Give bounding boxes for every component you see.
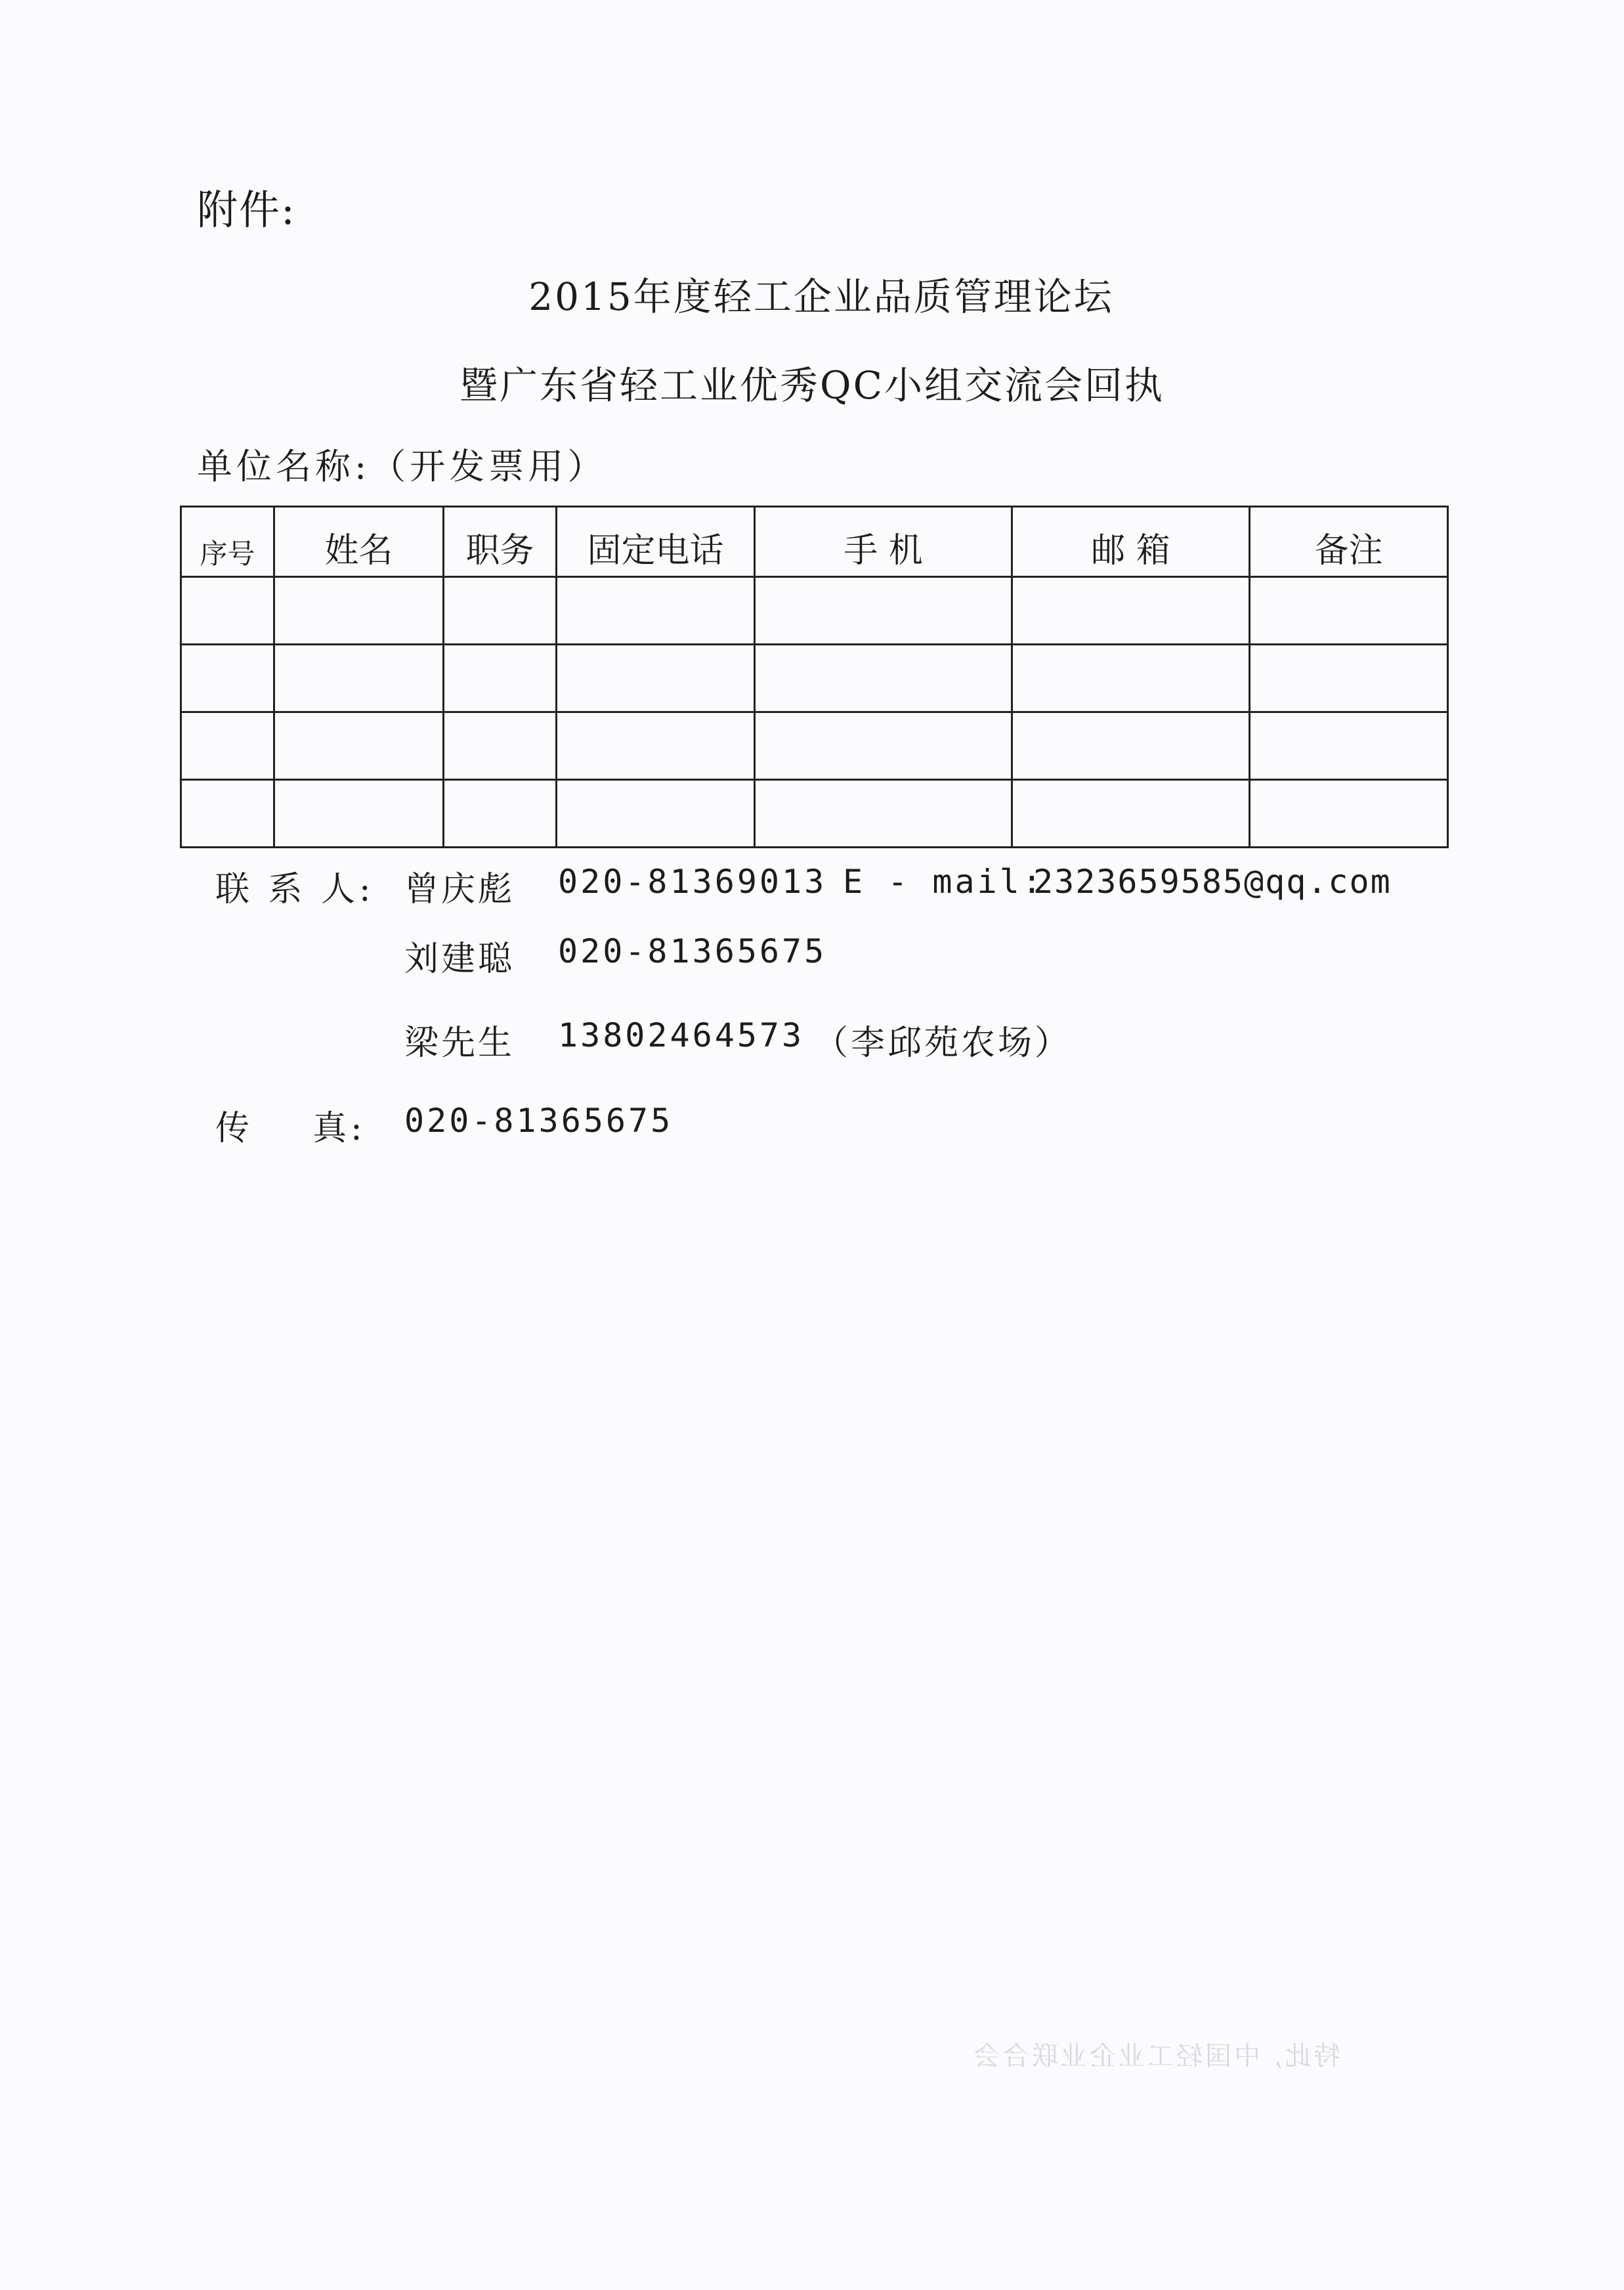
- contact-note: （李邱苑农场）: [814, 1024, 1072, 1063]
- contact-name: 刘建聪: [404, 940, 515, 979]
- table-cell[interactable]: [444, 780, 557, 848]
- email-address: 2323659585@qq.com: [1033, 863, 1392, 901]
- table-row: [181, 780, 1448, 848]
- reply-table: [180, 506, 1449, 848]
- table-cell[interactable]: [181, 712, 274, 780]
- header-mobile: 手 机: [755, 507, 1012, 577]
- table-cell[interactable]: [274, 577, 444, 645]
- table-row: [181, 577, 1448, 645]
- attachment-label: 附件:: [197, 186, 296, 234]
- unit-name-label: 单位名称:（开发票用）: [197, 446, 607, 487]
- header-name: 姓名: [274, 507, 444, 577]
- table-row: [181, 712, 1448, 780]
- bleed-through-text: 特此, 中国轻工业企业联合会: [972, 2041, 1340, 2071]
- table-cell[interactable]: [181, 780, 274, 848]
- table-cell[interactable]: [755, 712, 1012, 780]
- table-cell[interactable]: [557, 577, 755, 645]
- table-cell[interactable]: [755, 780, 1012, 848]
- table-cell[interactable]: [1250, 712, 1448, 780]
- table-cell[interactable]: [274, 712, 444, 780]
- fax-number: 020-81365675: [404, 1102, 673, 1140]
- contact-name: 曾庆彪: [404, 870, 515, 909]
- header-position: 职务: [444, 507, 557, 577]
- table-cell[interactable]: [274, 780, 444, 848]
- contact-name: 梁先生: [404, 1024, 515, 1063]
- table-cell[interactable]: [1012, 712, 1250, 780]
- contact-label: 联 系 人:: [215, 870, 375, 909]
- fax-label: 传 真:: [215, 1109, 366, 1148]
- table-cell[interactable]: [1250, 645, 1448, 712]
- table-cell[interactable]: [181, 645, 274, 712]
- table-cell[interactable]: [444, 645, 557, 712]
- table-cell[interactable]: [1250, 577, 1448, 645]
- contact-phone: 020-81365675: [558, 932, 827, 970]
- table-cell[interactable]: [557, 712, 755, 780]
- contact-phone: 020-81369013: [558, 863, 827, 901]
- table-cell[interactable]: [755, 645, 1012, 712]
- table-row: [181, 645, 1448, 712]
- document-title-line-2: 暨广东省轻工业优秀QC小组交流会回执: [459, 363, 1165, 408]
- header-landline: 固定电话: [557, 507, 755, 577]
- header-index: 序号: [181, 507, 274, 577]
- table-cell[interactable]: [1250, 780, 1448, 848]
- header-remarks: 备注: [1250, 507, 1448, 577]
- table-cell[interactable]: [181, 577, 274, 645]
- table-cell[interactable]: [1012, 577, 1250, 645]
- table-cell[interactable]: [444, 577, 557, 645]
- document-title-line-1: 2015年度轻工企业品质管理论坛: [528, 274, 1114, 319]
- table-cell[interactable]: [557, 780, 755, 848]
- table-cell[interactable]: [1012, 780, 1250, 848]
- contact-phone: 13802464573: [558, 1016, 805, 1054]
- table-cell[interactable]: [274, 645, 444, 712]
- table-header-row: [181, 507, 1448, 577]
- email-label: E - mail:: [843, 863, 1044, 901]
- table-cell[interactable]: [557, 645, 755, 712]
- table-cell[interactable]: [1012, 645, 1250, 712]
- table-cell[interactable]: [755, 577, 1012, 645]
- header-email: 邮 箱: [1012, 507, 1250, 577]
- table-cell[interactable]: [444, 712, 557, 780]
